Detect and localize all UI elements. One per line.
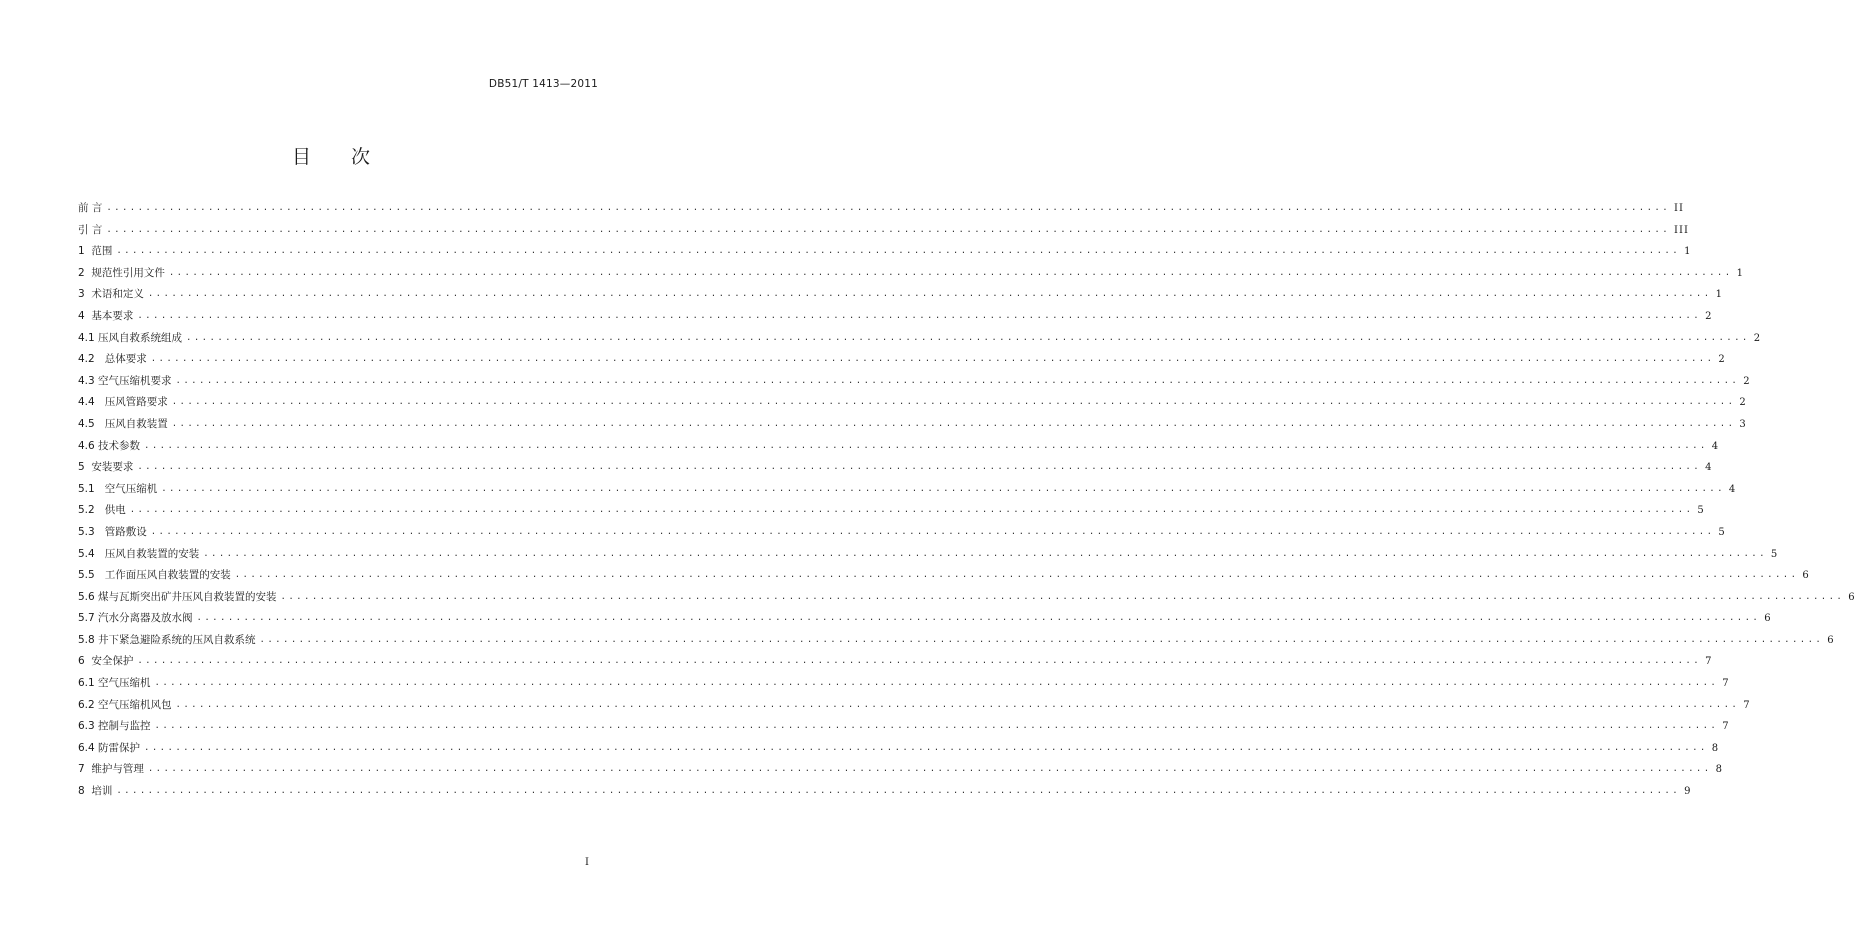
toc-entry[interactable] [78,587,1856,609]
toc-leader-dots: ........................................................................................................................................................................................................ [171,418,1736,429]
toc-entry[interactable] [78,284,1723,306]
toc-entry[interactable] [78,565,1810,587]
toc-entry-label: 5.4 压风自救装置的安装 [78,547,200,560]
toc-entry-label: 5.1 空气压缩机 [78,482,158,495]
toc-leader-dots: ........................................................................................................................................................................................................ [129,505,1694,516]
toc-entry[interactable] [78,695,1751,717]
toc-entry-page: 7 [1722,721,1730,733]
toc-entry[interactable] [78,306,1713,328]
toc-entry[interactable] [78,781,1692,803]
toc-entry-page: 4 [1705,462,1713,474]
toc-entry[interactable] [78,328,1762,350]
toc-entry-page: 6 [1848,591,1856,603]
toc-entry-page: 7 [1743,699,1751,711]
toc-entry-page: 2 [1753,332,1762,344]
toc-entry-label: 5.8 井下紧急避险系统的压风自救系统 [78,633,256,646]
toc-entry[interactable] [78,241,1692,263]
toc-entry-label: 4.6 技术参数 [78,439,141,452]
toc-entry-label: 6.1 空气压缩机 [78,677,151,690]
toc-entry[interactable] [78,392,1747,414]
toc-entry[interactable] [78,522,1726,544]
toc-leader-dots: ........................................................................................................................................................................................................ [106,224,1671,235]
toc-entry-page: 2 [1743,375,1751,387]
toc-leader-dots: ........................................................................................................................................................................................................ [147,764,1712,775]
toc-entry-label: 3 术语和定义 [78,288,144,301]
toc-entry-page: 5 [1770,548,1779,560]
toc-leader-dots: ........................................................................................................................................................................................................ [175,375,1740,386]
toc-entry-label: 前 言 [78,202,103,214]
toc-entry[interactable] [78,349,1726,371]
toc-leader-dots: ........................................................................................................................................................................................................ [144,742,1708,753]
toc-entry-label: 5.6 煤与瓦斯突出矿井压风自救装置的安装 [78,590,277,603]
toc-leader-dots: ........................................................................................................................................................................................................ [186,332,1750,343]
toc-leader-dots: ........................................................................................................................................................................................................ [154,678,1719,689]
toc-entry-page: 1 [1684,246,1692,258]
toc-entry[interactable] [78,608,1772,630]
toc-entry-page: 2 [1705,310,1713,322]
toc-leader-dots: ........................................................................................................................................................................................................ [154,721,1719,732]
toc-entry-page: 8 [1715,764,1723,776]
toc-entry-label: 4.5 压风自救装置 [78,417,168,430]
toc-leader-dots: ........................................................................................................................................................................................................ [144,440,1708,451]
toc-leader-dots: ........................................................................................................................................................................................................ [137,310,1702,321]
toc-entry-page: 1 [1715,289,1723,301]
toc-entry-label: 5.3 管路敷设 [78,525,147,538]
toc-leader-dots: ........................................................................................................................................................................................................ [137,462,1702,473]
document-code: DB51/T 1413—2011 [488,78,598,90]
toc-entry[interactable] [78,457,1713,479]
toc-entry-page: 7 [1722,678,1730,690]
toc-entry-label: 4.2 总体要求 [78,353,147,366]
toc-entry-page: 4 [1711,440,1720,452]
toc-entry-label: 7 维护与管理 [78,763,144,776]
toc-entry[interactable] [78,198,1684,220]
table-of-contents [78,198,1856,803]
toc-leader-dots: ........................................................................................................................................................................................................ [116,786,1681,797]
toc-entry-page: III [1674,224,1689,236]
toc-entry-label: 1 范围 [78,245,113,258]
toc-entry-page: 6 [1764,613,1772,625]
toc-entry-label: 6 安全保护 [78,655,134,668]
toc-entry[interactable] [78,479,1737,501]
toc-entry-label: 6.4 防雷保护 [78,741,141,754]
toc-leader-dots: ........................................................................................................................................................................................................ [196,613,1761,624]
toc-entry[interactable] [78,673,1730,695]
toc-entry-label: 8 培训 [78,785,113,798]
toc-entry[interactable] [78,371,1751,393]
toc-entry-label: 4.3 空气压缩机要求 [78,374,172,387]
toc-entry-page: 8 [1711,742,1720,754]
toc-entry[interactable] [78,436,1720,458]
toc-entry-page: 5 [1697,505,1705,517]
toc-leader-dots: ........................................................................................................................................................................................................ [175,699,1740,710]
toc-leader-dots: ........................................................................................................................................................................................................ [150,354,1715,365]
toc-entry[interactable] [78,263,1744,285]
toc-entry[interactable] [78,738,1720,760]
toc-entry[interactable] [78,414,1747,436]
toc-entry[interactable] [78,759,1723,781]
toc-entry-page: 9 [1684,786,1692,798]
toc-entry-page: 5 [1718,526,1726,538]
toc-entry-label: 6.2 空气压缩机风包 [78,698,172,711]
toc-leader-dots: ........................................................................................................................................................................................................ [280,591,1845,602]
toc-leader-dots: ........................................................................................................................................................................................................ [161,483,1725,494]
page-title: 目次 [291,146,410,168]
toc-entry-label: 4.4 压风管路要求 [78,396,168,409]
toc-entry-label: 5.7 汽水分离器及放水阀 [78,612,193,625]
toc-entry[interactable] [78,651,1713,673]
toc-entry-page: 6 [1802,570,1810,582]
toc-entry-label: 引 言 [78,223,103,236]
toc-entry-label: 4.1 压风自救系统组成 [78,331,183,344]
toc-entry[interactable] [78,544,1779,566]
toc-leader-dots: ........................................................................................................................................................................................................ [116,246,1681,257]
toc-leader-dots: ........................................................................................................................................................................................................ [234,570,1799,581]
toc-entry-label: 4 基本要求 [78,309,134,322]
toc-entry[interactable] [78,500,1705,522]
toc-entry-page: II [1674,203,1684,214]
page-number: I [585,857,589,868]
toc-entry-label: 2 规范性引用文件 [78,266,165,279]
toc-leader-dots: ........................................................................................................................................................................................................ [150,526,1715,537]
toc-entry-page: 3 [1739,418,1747,430]
toc-leader-dots: ........................................................................................................................................................................................................ [168,267,1733,278]
toc-entry-page: 2 [1739,397,1747,409]
toc-entry[interactable] [78,220,1689,242]
toc-entry-label: 5.2 供电 [78,504,126,517]
toc-leader-dots: ........................................................................................................................................................................................................ [137,656,1702,667]
toc-entry[interactable] [78,716,1730,738]
toc-entry-page: 1 [1736,267,1744,279]
toc-entry-page: 2 [1718,354,1726,366]
toc-leader-dots: ........................................................................................................................................................................................................ [106,203,1671,213]
toc-entry-page: 7 [1705,656,1713,668]
toc-leader-dots: ........................................................................................................................................................................................................ [147,289,1712,300]
toc-leader-dots: ........................................................................................................................................................................................................ [171,397,1736,408]
toc-entry[interactable] [78,630,1835,652]
toc-entry-label: 5 安装要求 [78,461,134,474]
toc-entry-page: 6 [1827,634,1835,646]
toc-leader-dots: ........................................................................................................................................................................................................ [203,548,1767,559]
toc-entry-label: 6.3 控制与监控 [78,720,151,733]
toc-leader-dots: ........................................................................................................................................................................................................ [259,634,1824,645]
toc-entry-page: 4 [1728,483,1737,495]
toc-entry-label: 5.5 工作面压风自救装置的安装 [78,569,231,582]
